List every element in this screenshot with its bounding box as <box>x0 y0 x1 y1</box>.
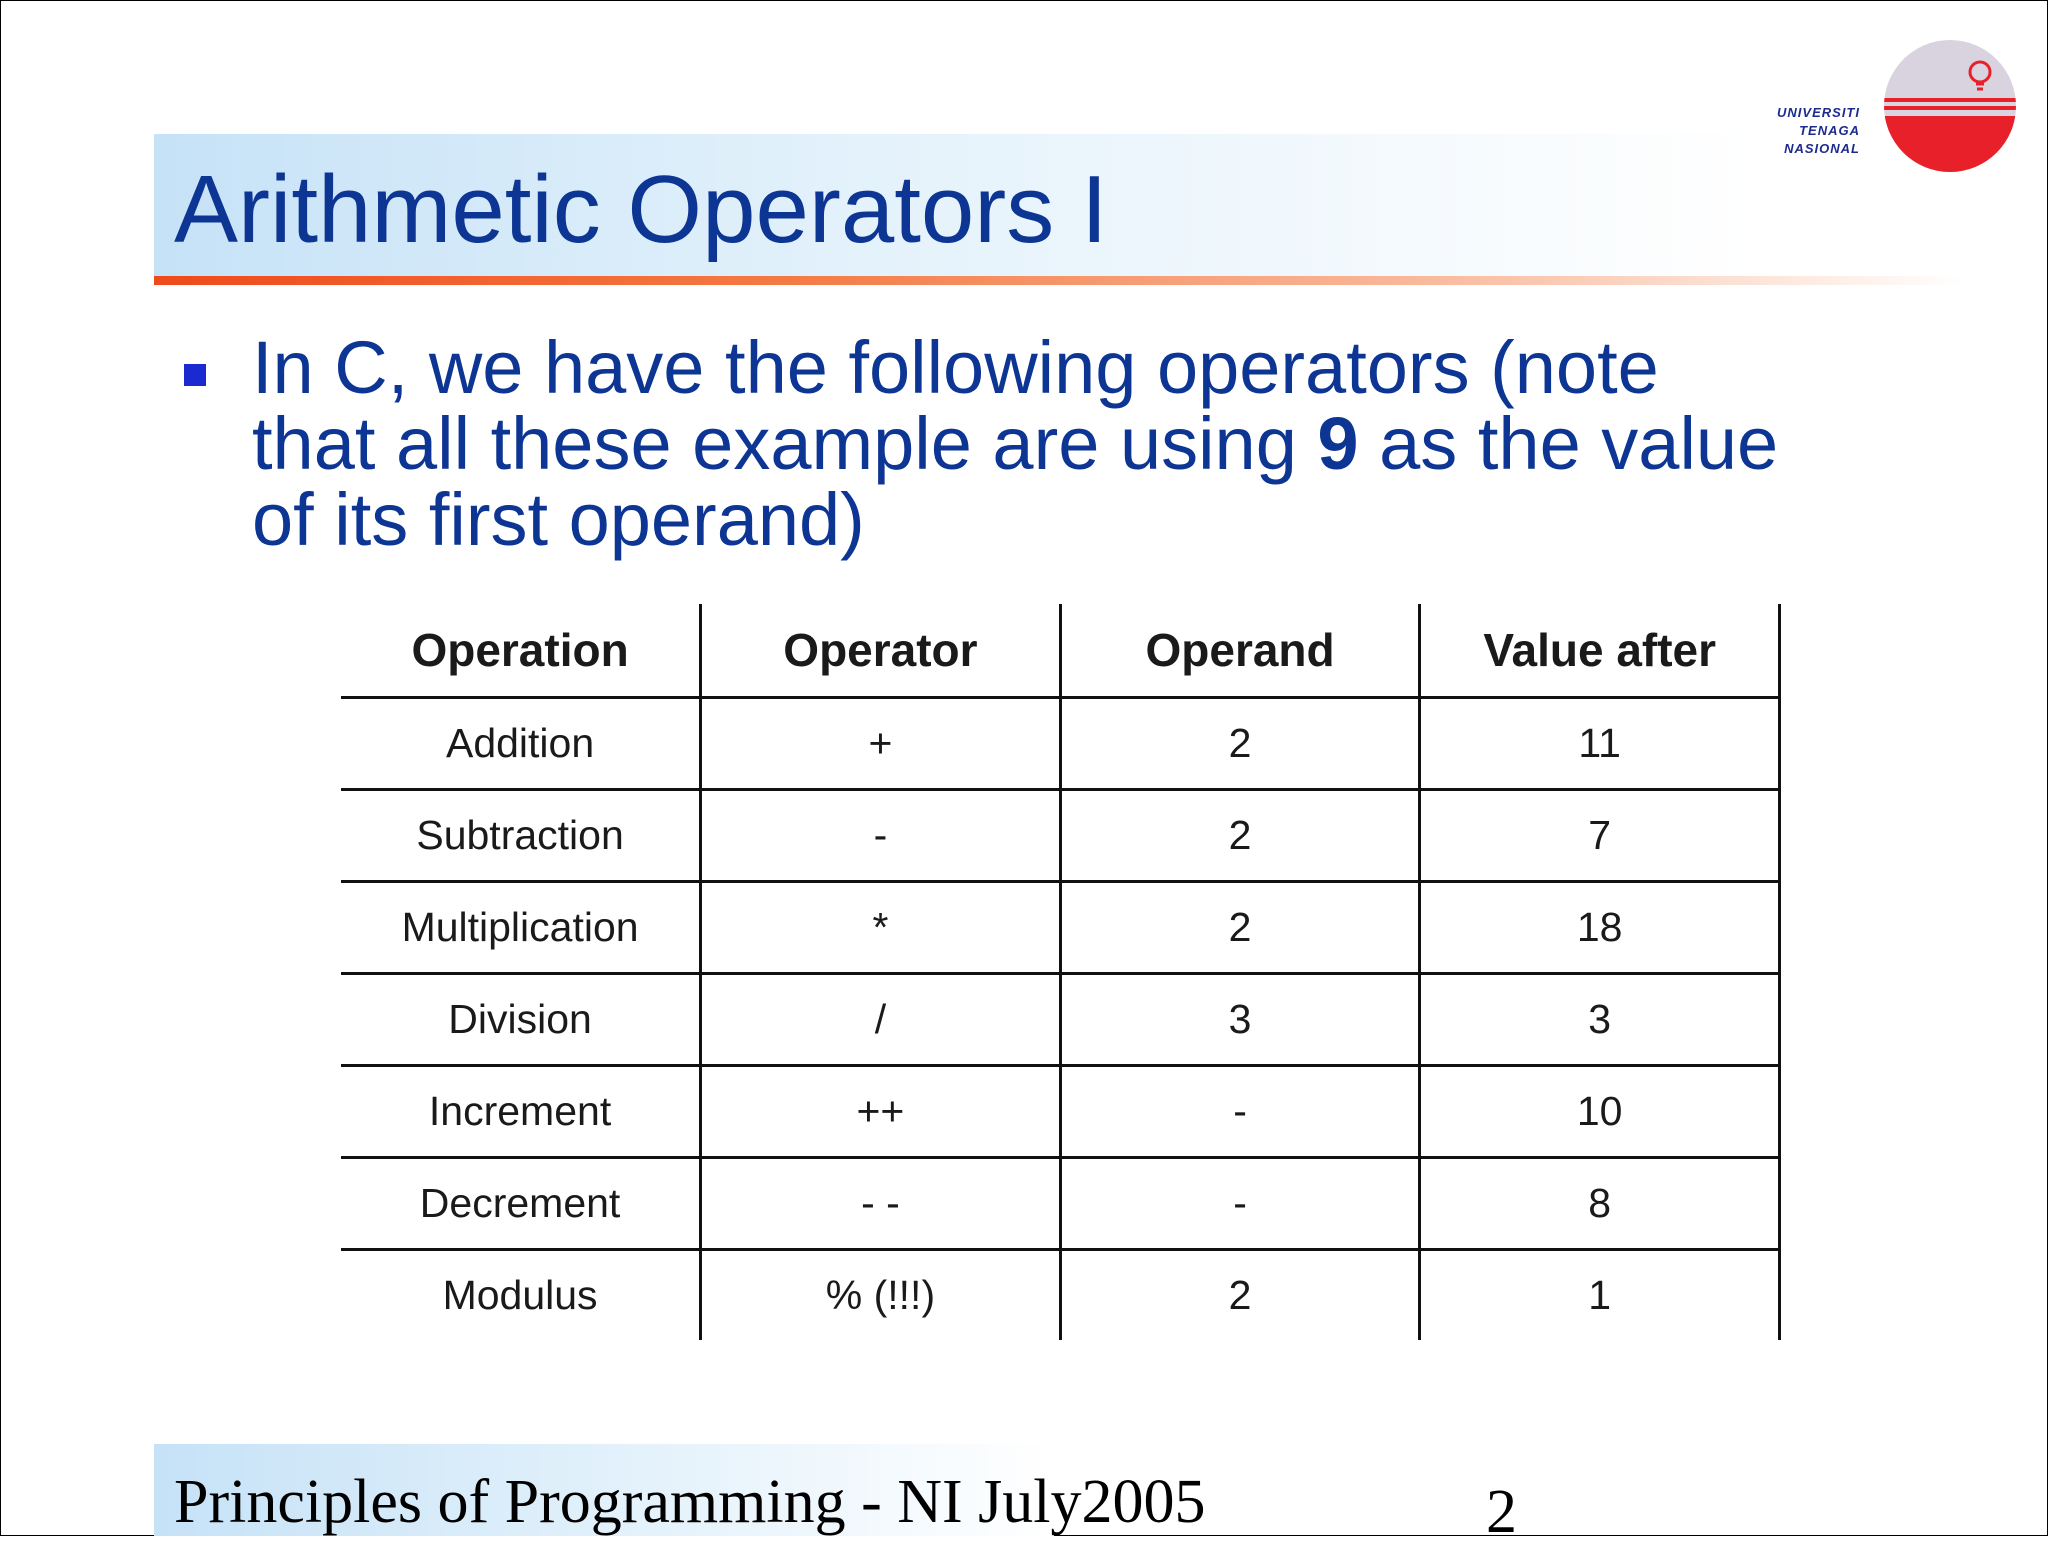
cell-operand: 2 <box>1060 1250 1420 1341</box>
logo-line-2: TENAGA <box>1799 123 1860 138</box>
square-bullet-icon <box>184 364 206 386</box>
table-row <box>341 1250 1780 1341</box>
logo-wordmark <box>1777 104 1860 158</box>
cell-value-after: 10 <box>1420 1066 1780 1158</box>
cell-operation: Decrement <box>341 1158 701 1250</box>
title-underline <box>154 276 1966 285</box>
table-row <box>341 698 1780 790</box>
logo-line-3: NASIONAL <box>1784 141 1860 156</box>
table-row <box>341 882 1780 974</box>
table-row <box>341 1158 1780 1250</box>
cell-operand: - <box>1060 1158 1420 1250</box>
cell-operand: 2 <box>1060 698 1420 790</box>
table-row <box>341 790 1780 882</box>
header-operand: Operand <box>1060 604 1420 698</box>
cell-operation: Subtraction <box>341 790 701 882</box>
university-logo <box>1720 36 2010 186</box>
cell-operator: + <box>701 698 1061 790</box>
cell-operator: * <box>701 882 1061 974</box>
cell-operator: % (!!!) <box>701 1250 1061 1341</box>
table-header-row <box>341 604 1780 698</box>
cell-operation: Division <box>341 974 701 1066</box>
table-row <box>341 974 1780 1066</box>
bullet-text-end: as the value of its first operand) <box>252 402 1779 561</box>
cell-value-after: 8 <box>1420 1158 1780 1250</box>
cell-value-after: 1 <box>1420 1250 1780 1341</box>
header-operator: Operator <box>701 604 1061 698</box>
bullet-text-start: In C, we have the following operators (note that all these example are using <box>252 326 1659 485</box>
cell-operand: 3 <box>1060 974 1420 1066</box>
header-value-after: Value after <box>1420 604 1780 698</box>
cell-value-after: 7 <box>1420 790 1780 882</box>
bullet-text <box>252 326 1800 561</box>
cell-operand: - <box>1060 1066 1420 1158</box>
logo-emblem-icon <box>1880 36 2020 176</box>
table-row <box>341 1066 1780 1158</box>
cell-operator: - <box>701 790 1061 882</box>
cell-value-after: 11 <box>1420 698 1780 790</box>
operators-table <box>341 604 1781 1340</box>
cell-operand: 2 <box>1060 882 1420 974</box>
bullet-emphasis: 9 <box>1317 402 1359 485</box>
slide-title: Arithmetic Operators I <box>174 156 1108 263</box>
footer-text: Principles of Programming - NI July2005 <box>174 1468 1206 1536</box>
header-operation: Operation <box>341 604 701 698</box>
bullet-point <box>180 326 1800 561</box>
cell-operator: ++ <box>701 1066 1061 1158</box>
cell-operation: Increment <box>341 1066 701 1158</box>
cell-operator: / <box>701 974 1061 1066</box>
cell-operation: Multiplication <box>341 882 701 974</box>
cell-operation: Addition <box>341 698 701 790</box>
cell-operator: - - <box>701 1158 1061 1250</box>
cell-operand: 2 <box>1060 790 1420 882</box>
page-number: 2 <box>1486 1478 1517 1546</box>
cell-value-after: 3 <box>1420 974 1780 1066</box>
cell-operation: Modulus <box>341 1250 701 1341</box>
cell-value-after: 18 <box>1420 882 1780 974</box>
logo-line-1: UNIVERSITI <box>1777 105 1860 120</box>
